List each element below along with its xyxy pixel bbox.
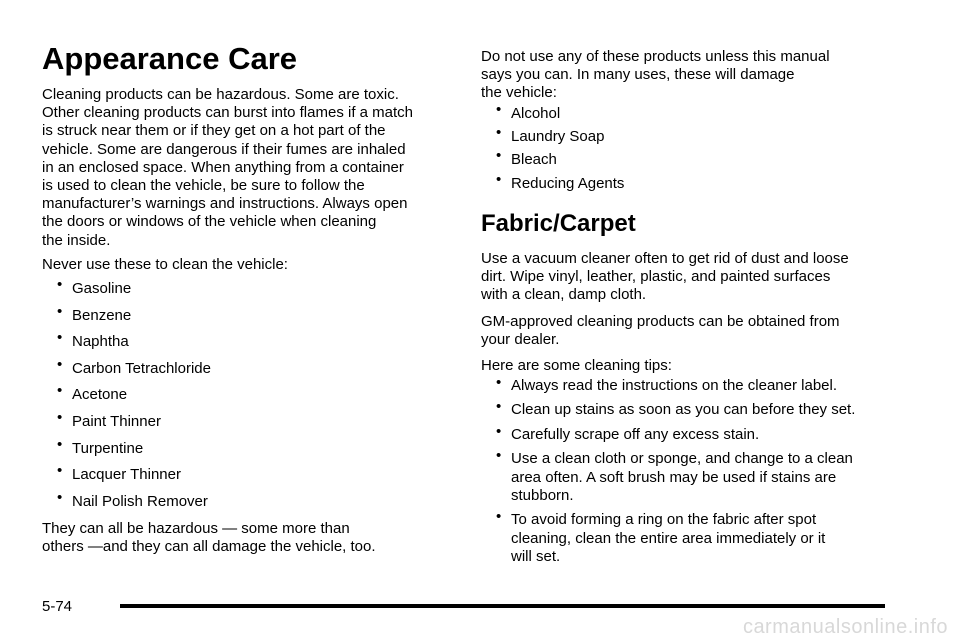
bullet-icon: • (57, 462, 63, 480)
never-use-lead: Never use these to clean the vehicle: (42, 256, 288, 273)
bullet-icon: • (57, 435, 63, 453)
list-item: • Benzene (42, 303, 462, 330)
bullet-icon: • (57, 329, 63, 347)
list-item: • Carefully scrape off any excess stain. (496, 422, 760, 443)
intro-paragraph: Cleaning products can be hazardous. Some are toxic. Other cleaning products can burst into flames if a match is struck near them or if they get on a hot part of the vehicle. Some are dangerous if their fumes are inhaled in an enclosed space. When anything from a container is used to clean the vehicle, be sure to follow the manufacturer’s warnings and instructions. Always open the doors or windows of the vehicle when cleaning the inside. (42, 86, 414, 249)
list-item: • Nail Polish Remover (42, 489, 462, 516)
list-item: • Reducing Agents (481, 172, 921, 195)
list-item: • Use a clean cloth or sponge, and change to a clean area often. A soft brush may be used if stains are stubborn. (496, 447, 853, 505)
page-number: 5-74 (42, 598, 73, 615)
gm-paragraph: GM-approved cleaning products can be obtained from your dealer. (481, 313, 840, 349)
bullet-icon: • (496, 508, 502, 526)
list-item: • Acetone (42, 382, 462, 409)
bullet-icon: • (57, 382, 63, 400)
bullet-icon: • (496, 398, 502, 416)
tips-list (481, 374, 921, 573)
bullet-icon: • (57, 408, 63, 426)
bullet-icon: • (496, 447, 502, 465)
bullet-icon: • (496, 124, 502, 142)
never-use-list (42, 276, 462, 515)
list-item: • Gasoline (42, 276, 462, 303)
list-item: • Paint Thinner (42, 409, 462, 436)
list-item: • Naphtha (42, 329, 462, 356)
bullet-icon: • (496, 101, 502, 118)
bullet-icon: • (496, 374, 502, 391)
bullet-icon: • (57, 488, 63, 506)
closing-paragraph: They can all be hazardous — some more than others —and they can all damage the vehicle, too. (42, 520, 376, 556)
list-item: • Alcohol (481, 102, 921, 125)
list-item: • Turpentine (42, 436, 462, 463)
list-item: • Bleach (481, 148, 921, 171)
list-item: • Always read the instructions on the cleaner label. (496, 374, 838, 394)
do-not-use-list (481, 102, 921, 195)
vacuum-paragraph: Use a vacuum cleaner often to get rid of dust and loose dirt. Wipe vinyl, leather, plastic, and painted surfaces with a clean, damp cloth. (481, 250, 849, 304)
bullet-icon: • (496, 170, 502, 188)
bullet-icon: • (57, 276, 63, 293)
bullet-icon: • (496, 422, 502, 440)
section-title: Fabric/Carpet (481, 210, 636, 237)
bullet-icon: • (57, 302, 63, 320)
bullet-icon: • (496, 147, 502, 165)
page-title: Appearance Care (42, 41, 298, 76)
tips-lead: Here are some cleaning tips: (481, 357, 672, 374)
list-item: • Laundry Soap (481, 125, 921, 148)
footer-rule (120, 604, 885, 608)
do-not-use-lead: Do not use any of these products unless this manual says you can. In many uses, these will damage the vehicle: (481, 48, 830, 102)
watermark: carmanualsonline.info (742, 616, 948, 638)
list-item: • Lacquer Thinner (42, 462, 462, 489)
list-item: • Clean up stains as soon as you can before they set. (496, 398, 856, 419)
bullet-icon: • (57, 355, 63, 373)
list-item: • Carbon Tetrachloride (42, 356, 462, 383)
list-item: • To avoid forming a ring on the fabric after spot cleaning, clean the entire area immediately or it will set. (496, 508, 826, 566)
